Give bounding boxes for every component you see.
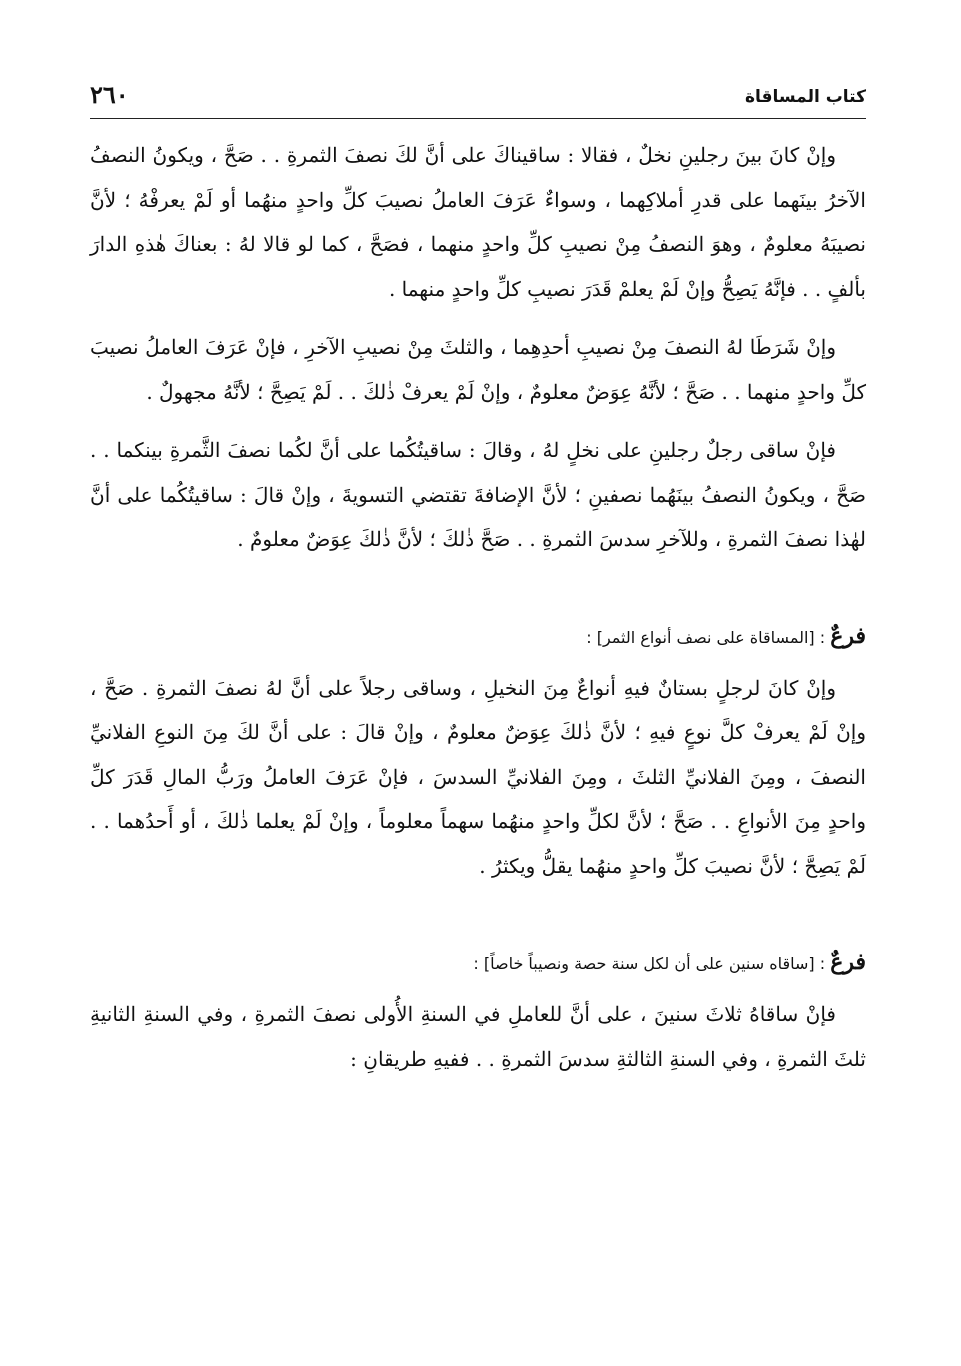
branch-heading-1	[90, 614, 866, 660]
branch-label: فرعٌ	[830, 949, 866, 975]
paragraph-2: وإنْ شَرَطَا لهُ النصفَ مِنْ نصيبِ أحدِهِما ، والثلثَ مِنْ نصيبِ الآخرِ ، فإنْ عَرَفَ العاملُ نصيبَ كلِّ واحدٍ منهما . . صَحَّ ؛ لأنَّهُ عِوَضٌ معلومٌ ، وإنْ لَمْ يعرفْ ذٰلكَ . . لَمْ يَصِحَّ ؛ لأنَّهُ مجهولٌ .	[90, 335, 866, 404]
branch-title: : [المساقاة على نصف أنواع الثمر] :	[586, 627, 831, 647]
page-number: ٢٦٠	[90, 80, 129, 109]
book-title: كتاب المساقاة	[744, 87, 866, 107]
branch-title: : [ساقاه سنين على أن لكل سنة حصة ونصيباً خاصاً] :	[473, 954, 831, 973]
page-body	[90, 133, 866, 1081]
branch-2-text: فإنْ ساقاهُ ثلاثَ سنينَ ، على أنَّ للعاملِ في السنةِ الأُولى نصفَ الثمرةِ ، وفي السنةِ الثانيةِ ثلثَ الثمرةِ ، وفي السنةِ الثالثةِ سدسَ الثمرةِ . . ففيهِ طريقانِ :	[90, 1002, 866, 1071]
branch-label: فرعٌ	[830, 622, 866, 649]
paragraph-3: فإنْ ساقى رجلٌ رجلينِ على نخلٍ لهُ ، وقالَ : ساقيتُكُما على أنَّ لكُما نصفَ الثَّمرةِ بينكما . . صَحَّ ، ويكونُ النصفُ بينَهُما نصفينِ ؛ لأنَّ الإضافةَ تقتضي التسويةَ ، وإنْ قالَ : ساقيتُكُما على أنَّ لهٰذا نصفَ الثمرةِ ، وللآخرِ سدسَ الثمرةِ . . صَحَّ ذٰلكَ ؛ لأنَّ ذٰلكَ عِوَضٌ معلومٌ .	[90, 438, 866, 551]
branch-1-text: وإنْ كانَ لرجلٍ بستانٌ فيهِ أنواعٌ مِنَ النخيلِ ، وساقى رجلاً على أنَّ لهُ نصفَ الثمرةِ . صَحَّ ، وإنْ لَمْ يعرفْ كلَّ نوعٍ فيهِ ؛ لأنَّ ذٰلكَ عِوَضٌ معلومٌ ، وإنْ قالَ : على أنَّ لكَ مِنَ النوعِ الفلانيِّ النصفَ ، ومِنَ الفلانيِّ الثلثَ ، ومِنَ الفلانيِّ السدسَ ، فإنْ عَرَفَ العاملُ ورَبُّ المالِ قَدَرَ كلِّ واحدٍ مِنَ الأنواعِ . . صَحَّ ؛ لأنَّ لكلِّ واحدٍ منهُما سهماً معلوماً ، وإنْ لَمْ يعلما ذٰلكَ ، أو أَحدُهما . . لَمْ يَصِحَّ ؛ لأنَّ نصيبَ كلِّ واحدٍ منهُما يقلُّ ويكثرُ .	[90, 675, 866, 878]
paragraph-1: وإنْ كانَ بينَ رجلينِ نخلٌ ، فقالا : ساقيناكَ على أنَّ لكَ نصفَ الثمرةِ . . صَحَّ ، ويكونُ النصفُ الآخرُ بينَهما على قدرِ أملاكِهما ، وسواءٌ عَرَفَ العاملُ نصيبَ كلِّ واحدٍ منهُما أو لَمْ يعرفْهُ ؛ لأنَّ نصيبَهُ معلومٌ ، وهوَ النصفُ مِنْ نصيبِ كلِّ واحدٍ منهما ، فصَحَّ ، كما لو قالا لهُ : بعناكَ هٰذهِ الدارَ بألفٍ . . فإنَّهُ يَصِحُّ وإنْ لَمْ يعلمْ قَدَرَ نصيبِ كلِّ واحدٍ منهما .	[90, 143, 866, 301]
page-header	[90, 78, 866, 119]
branch-heading-2	[90, 940, 866, 986]
